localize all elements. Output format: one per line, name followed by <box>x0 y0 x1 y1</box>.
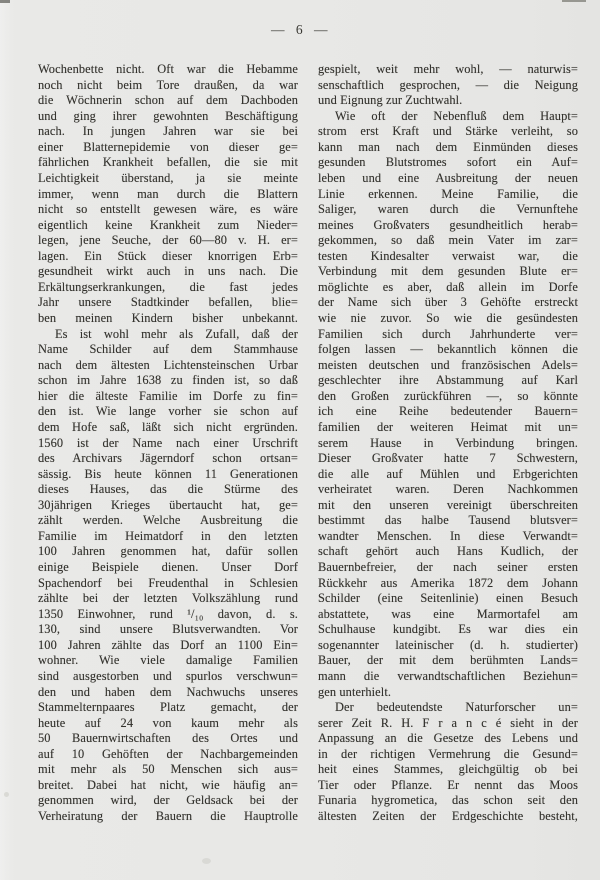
text-columns <box>38 62 578 825</box>
text-line: hier die älteste Familie im Dorfe zu fin= <box>38 388 298 403</box>
text-line: auf 10 Gehöften der Nachbargemeinden <box>38 746 298 761</box>
scan-smudge <box>4 792 9 797</box>
text-line: Jahr unsere Stadtkinder befallen, blie= <box>38 295 298 310</box>
text-line: eigentlich keine Krankheit zum Nieder= <box>38 217 298 232</box>
text-line: Familie im Heimatdorf in den letzten <box>38 528 298 543</box>
text-line: genommen wird, der Geldsack bei der <box>38 793 298 808</box>
text-line: schon im Jahre 1638 zu finden ist, so daß <box>38 373 298 388</box>
text-line: gespielt, weit mehr wohl, — naturwis= <box>318 62 578 76</box>
text-line: 100 Jahren genommen hat, dafür sollen <box>38 544 298 559</box>
text-line: wie nie zuvor. So wie die gesündesten <box>318 311 578 325</box>
text-line: kann man nach dem Einmünden dieses <box>318 139 578 154</box>
text-line: Erkältungserkrankungen, die fast jedes <box>38 279 298 294</box>
text-line: Tier oder Pflanze. Er nennt das Moos <box>318 777 578 792</box>
text-line: Stammelternpaares Platz gemacht, der <box>38 700 298 715</box>
text-line: verheiratet waren. Deren Nachkommen <box>318 482 578 497</box>
text-line: strom erst Kraft und Stärke verleiht, so <box>318 124 578 139</box>
text-line: sogenannter lateinischer (d. h. studierter) <box>318 637 578 652</box>
text-line: heute auf 24 von kaum mehr als <box>38 715 298 730</box>
text-line: legen, jene Seuche, der 60—80 v. H. er= <box>38 233 298 248</box>
text-line: gekommen, so daß mein Vater im zar= <box>318 233 578 248</box>
text-line: leben und eine Ausbreitung der neuen <box>318 170 578 185</box>
text-line: die alle auf Mühlen und Erbgerichten <box>318 466 578 481</box>
text-line: Anpassung an die Gesetze des Lebens und <box>318 731 578 746</box>
text-line: dieses Hauses, das die Stürme des <box>38 482 298 497</box>
text-line: folgen lassen — bekanntlich können die <box>318 342 578 357</box>
text-line: Linie erkennen. Meine Familie, die <box>318 186 578 201</box>
text-line: testen Kindesalter verwaist war, die <box>318 248 578 263</box>
text-line: Schilder (eine Seitenlinie) einen Besuch <box>318 591 578 606</box>
text-line: serer Zeit R. H. F r a n c é sieht in der <box>318 715 578 730</box>
text-line: Name Schilder auf dem Stammhause <box>38 342 298 357</box>
text-line: 30jährigen Krieges übertaucht hat, ge= <box>38 497 298 512</box>
text-line: wohner. Wie viele damalige Familien <box>38 653 298 668</box>
paragraph <box>318 109 578 700</box>
text-line: meisten deutschen und französischen Adels= <box>318 357 578 372</box>
text-line: gen unterhielt. <box>318 684 392 699</box>
text-line: breitet. Dabei hat nicht, wie häufig an= <box>38 777 298 792</box>
paragraph <box>318 700 578 825</box>
text-line: Dieser Großvater hatte 7 Schwestern, <box>318 451 578 466</box>
text-line: serem Hause in Verbindung bringen. <box>318 435 578 450</box>
text-line: einer Blatternepidemie von dieser ge= <box>38 139 298 154</box>
text-line: ich eine Reihe bedeutender Bauern= <box>318 404 578 419</box>
text-line: die Wöchnerin schon auf dem Dachboden <box>38 93 298 108</box>
text-line: nicht so entstellt gewesen wäre, es wäre <box>38 202 298 217</box>
text-line: Bauernbefreier, der nach seiner ersten <box>318 560 578 574</box>
text-line: und Eignung zur Zuchtwahl. <box>318 93 463 108</box>
text-line: und ging ihrer gewohnten Beschäftigung <box>38 108 298 123</box>
left-text-column <box>38 62 298 825</box>
text-line: wandter Menschen. In diese Verwandt= <box>318 528 578 543</box>
page-number: — 6 — <box>271 22 329 37</box>
text-line: Bauer, der mit dem berühmten Lands= <box>318 653 578 668</box>
text-line: mit mehr als 50 Menschen sich aus= <box>38 762 298 777</box>
text-line: immer, wenn man durch die Blattern <box>38 186 298 201</box>
text-line: Spachendorf bei Freudenthal in Schlesien <box>38 575 298 590</box>
text-line: geschlechter ihre Abstammung auf Karl <box>318 373 578 388</box>
text-line: in der richtigen Vermehrung die Gesund= <box>318 746 578 761</box>
scan-smudge <box>202 858 211 864</box>
text-line: sind ausgestorben und spurlos verschwun= <box>38 668 298 683</box>
text-line: der Name sich über 3 Gehöfte erstreckt <box>318 295 578 310</box>
scan-artifact-top-left <box>0 0 10 3</box>
text-line: meines Großvaters gesundheitlich herab= <box>318 217 578 232</box>
text-line: abstattete, was eine Marmortafel am <box>318 606 578 621</box>
text-line: Rückkehr aus Amerika 1872 dem Johann <box>318 575 578 590</box>
text-line: zählte bei der letzten Volkszählung rund <box>38 591 298 606</box>
text-line: Verheiratung der Bauern die Hauptrolle <box>38 809 298 823</box>
text-line: zählt werden. Welche Ausbreitung die <box>38 513 298 528</box>
text-line: familien der weiteren Heimat mit un= <box>318 419 578 434</box>
text-line: ältesten Zeiten der Erdgeschichte besteht, <box>318 809 578 823</box>
text-line: 1350 Einwohner, rund ¹/₁₀ davon, d. s. <box>38 606 298 621</box>
text-line: mit den unseren vereinigt überschreiten <box>318 497 578 512</box>
text-line: fährlichen Krankheit befallen, die sie mit <box>38 155 298 170</box>
right-text-column <box>318 62 578 825</box>
text-line: Schulhause kundgibt. Es war dies ein <box>318 622 578 637</box>
text-line: gesunden Blutstromes sofort ein Auf= <box>318 155 578 170</box>
text-line: Familien sich durch Jahrhunderte ver= <box>318 326 578 341</box>
text-line: Es ist wohl mehr als Zufall, daß der <box>55 326 298 341</box>
text-line: 130, sind unsere Blutsverwandten. Vor <box>38 622 298 637</box>
text-line: mann die verwandtschaftlichen Beziehun= <box>318 668 578 683</box>
text-line: Wie oft der Nebenfluß dem Haupt= <box>335 108 578 123</box>
text-line: einige Beispiele dienen. Unser Dorf <box>38 560 298 574</box>
text-line: heit eines Stammes, gleichgültig ob bei <box>318 762 578 777</box>
text-line: den und haben dem Nachwuchs unseres <box>38 684 298 699</box>
text-line: dem Hofe saß, läßt sich nicht ergründen. <box>38 419 298 434</box>
text-line: den ist. Wie lange vorher sie schon auf <box>38 404 298 419</box>
text-line: 1560 ist der Name nach einer Urschrift <box>38 435 298 450</box>
text-line: Funaria hygrometica, das schon seit den <box>318 793 578 808</box>
text-line: schaft gehört auch Hans Kudlich, der <box>318 544 578 559</box>
text-line: den Großen zurückführen —, so könnte <box>318 388 578 403</box>
scan-artifact-top-right <box>562 0 586 2</box>
text-line: senschaftlich gesprochen, — die Neigung <box>318 77 578 92</box>
text-line: 100 Jahren zählte das Dorf an 1100 Ein= <box>38 637 298 652</box>
text-line: Der bedeutendste Naturforscher un= <box>335 700 578 715</box>
text-line: noch nicht beim Tore draußen, da war <box>38 77 298 92</box>
text-line: Leichtigkeit überstand, ja sie meinte <box>38 170 298 185</box>
text-line: Wochenbette nicht. Oft war die Hebamme <box>38 62 298 76</box>
text-line: sässig. Bis heute können 11 Generationen <box>38 466 298 481</box>
text-line: nach dem ältesten Lichtensteinschen Urbar <box>38 357 298 372</box>
text-line: bestimmt das halbe Tausend blutsver= <box>318 513 578 528</box>
text-line: Saliger, waren durch die Vernunftehe <box>318 202 578 217</box>
paragraph <box>318 62 578 109</box>
text-line: des Archivars Jägerndorf schon ortsan= <box>38 451 298 466</box>
text-line: möglichte es aber, daß allein im Dorfe <box>318 279 578 294</box>
text-line: ben meinen Kindern bisher unbekannt. <box>38 311 298 325</box>
text-line: lagen. Ein Stück dieser knorrigen Erb= <box>38 248 298 263</box>
text-line: 50 Bauernwirtschaften des Ortes und <box>38 731 298 746</box>
paragraph <box>38 327 298 825</box>
text-line: gesundheit wirkt auch in uns nach. Die <box>38 264 298 279</box>
text-line: Verbindung mit dem gesunden Blute er= <box>318 264 578 279</box>
text-line: nach. In jungen Jahren war sie bei <box>38 124 298 139</box>
paragraph <box>38 62 298 327</box>
